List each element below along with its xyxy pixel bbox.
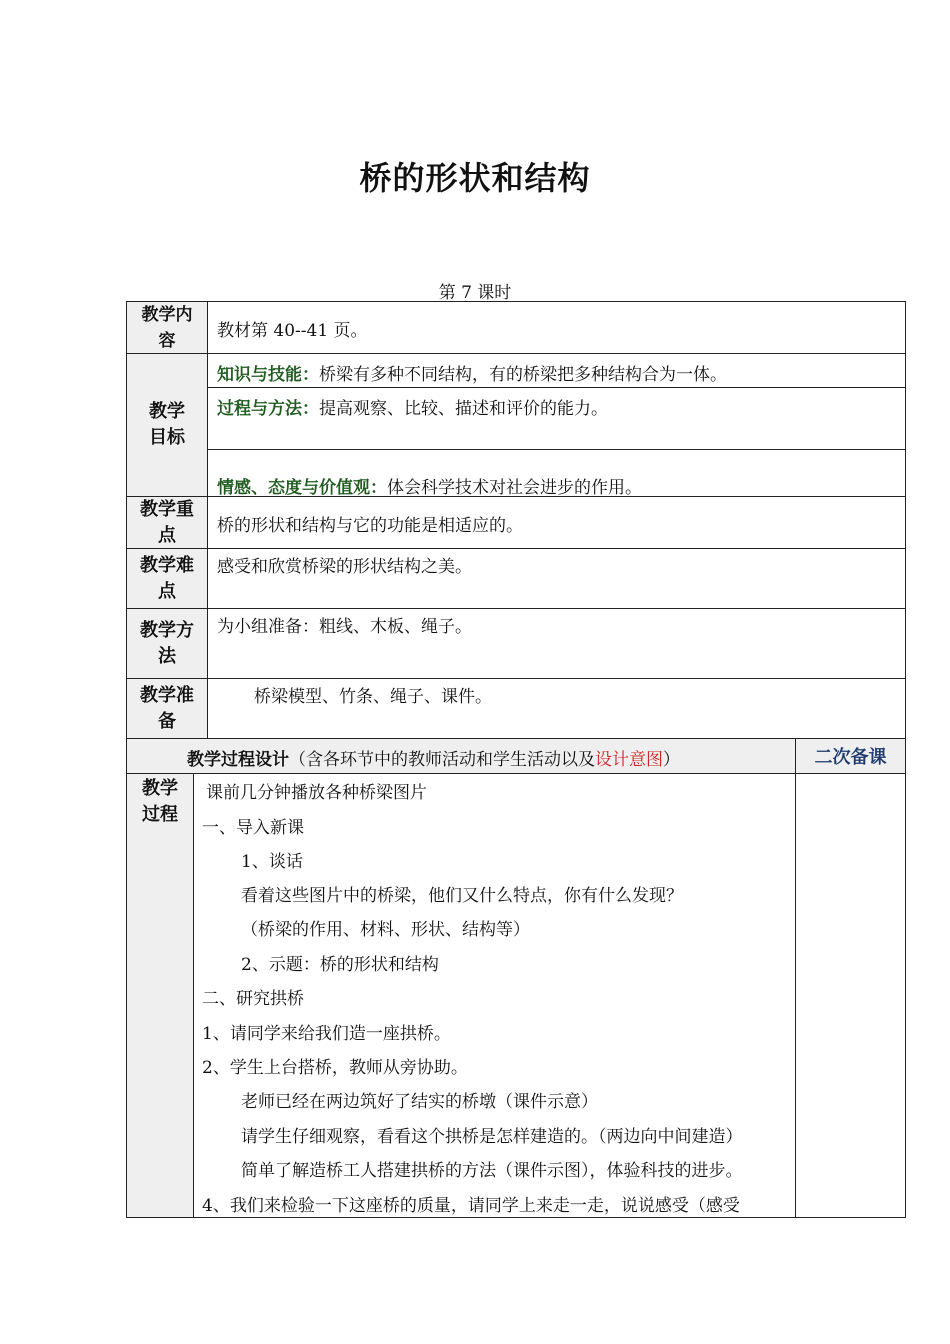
- goal3-cell: [207, 449, 906, 497]
- process-line: 1、谈话: [241, 852, 303, 872]
- prep-value-cell: [207, 678, 906, 739]
- design-header: [187, 745, 680, 770]
- goal3-label: 情感、态度与价值观：: [217, 478, 387, 498]
- process-content-cell: [193, 773, 796, 1218]
- difficulty-label: 教学难点: [140, 554, 194, 602]
- difficulty-label-cell: [126, 548, 208, 609]
- content-value-cell: [207, 301, 906, 354]
- difficulty-value: 感受和欣赏桥梁的形状结构之美。: [217, 557, 472, 577]
- process-line: 4、我们来检验一下这座桥的质量，请同学上来走一走，说说感受（感受: [202, 1196, 740, 1216]
- method-value: 为小组准备：粗线、木板、绳子。: [217, 617, 472, 637]
- prep-value: 桥梁模型、竹条、绳子、课件。: [254, 687, 492, 707]
- document-title: 桥的形状和结构: [359, 159, 591, 197]
- process-label-cell: [126, 773, 194, 1218]
- prep-label: 教学准备: [140, 684, 194, 732]
- design-header-intent: 设计意图: [595, 750, 663, 770]
- goals-label: 教学目标: [149, 401, 185, 448]
- goal1-value: 桥梁有多种不同结构，有的桥梁把多种结构合为一体。: [319, 365, 727, 385]
- content-label: 教学内容: [141, 304, 193, 351]
- process-line: 二、研究拱桥: [202, 989, 304, 1009]
- process-line: 2、示题：桥的形状和结构: [241, 955, 439, 975]
- difficulty-value-cell: [207, 548, 906, 609]
- process-line: 看着这些图片中的桥梁，他们又什么特点，你有什么发现？: [241, 886, 683, 906]
- lesson-number: 第 7 课时: [438, 283, 512, 303]
- design-header-cell: [126, 738, 796, 774]
- content-value: 教材第 40--41 页。: [217, 321, 368, 341]
- second-prep-content-cell: [795, 773, 906, 1218]
- key-label-cell: [126, 496, 208, 549]
- goal2-cell: [207, 387, 906, 450]
- goal3-value: 体会科学技术对社会进步的作用。: [387, 478, 642, 498]
- method-label: 教学方法: [140, 619, 194, 667]
- process-label: 教学过程: [142, 778, 178, 825]
- process-line: 老师已经在两边筑好了结实的桥墩（课件示意）: [241, 1092, 598, 1112]
- prep-label-cell: [126, 678, 208, 739]
- content-label-cell: [126, 301, 208, 354]
- goal3-text: [217, 473, 642, 498]
- key-label: 教学重点: [140, 498, 194, 546]
- process-line: 2、学生上台搭桥，教师从旁协助。: [202, 1058, 468, 1078]
- goal2-value: 提高观察、比较、描述和评价的能力。: [319, 399, 608, 419]
- process-line: 一、导入新课: [202, 818, 304, 838]
- process-line: 简单了解造桥工人搭建拱桥的方法（课件示图），体验科技的进步。: [241, 1161, 743, 1181]
- goal1-cell: [207, 353, 906, 388]
- design-header-paren-close: ）: [663, 750, 680, 770]
- goal2-label: 过程与方法：: [217, 399, 319, 419]
- design-header-main: 教学过程设计: [187, 750, 289, 770]
- key-value: 桥的形状和结构与它的功能是相适应的。: [217, 516, 523, 536]
- design-header-paren-open: （含各环节中的教师活动和学生活动以及: [289, 750, 595, 770]
- process-line: （桥梁的作用、材料、形状、结构等）: [241, 920, 530, 940]
- goal2-text: [217, 394, 608, 419]
- process-line: 请学生仔细观察，看看这个拱桥是怎样建造的。（两边向中间建造）: [241, 1127, 743, 1147]
- goal1-text: [217, 360, 727, 385]
- second-prep-header-cell: [795, 738, 906, 774]
- second-prep-label: 二次备课: [814, 747, 887, 768]
- process-line: 1、请同学来给我们造一座拱桥。: [202, 1024, 451, 1044]
- goals-label-cell: [126, 353, 208, 497]
- key-value-cell: [207, 496, 906, 549]
- method-value-cell: [207, 608, 906, 679]
- method-label-cell: [126, 608, 208, 679]
- process-line: 课前几分钟播放各种桥梁图片: [206, 783, 427, 803]
- goal1-label: 知识与技能：: [217, 365, 319, 385]
